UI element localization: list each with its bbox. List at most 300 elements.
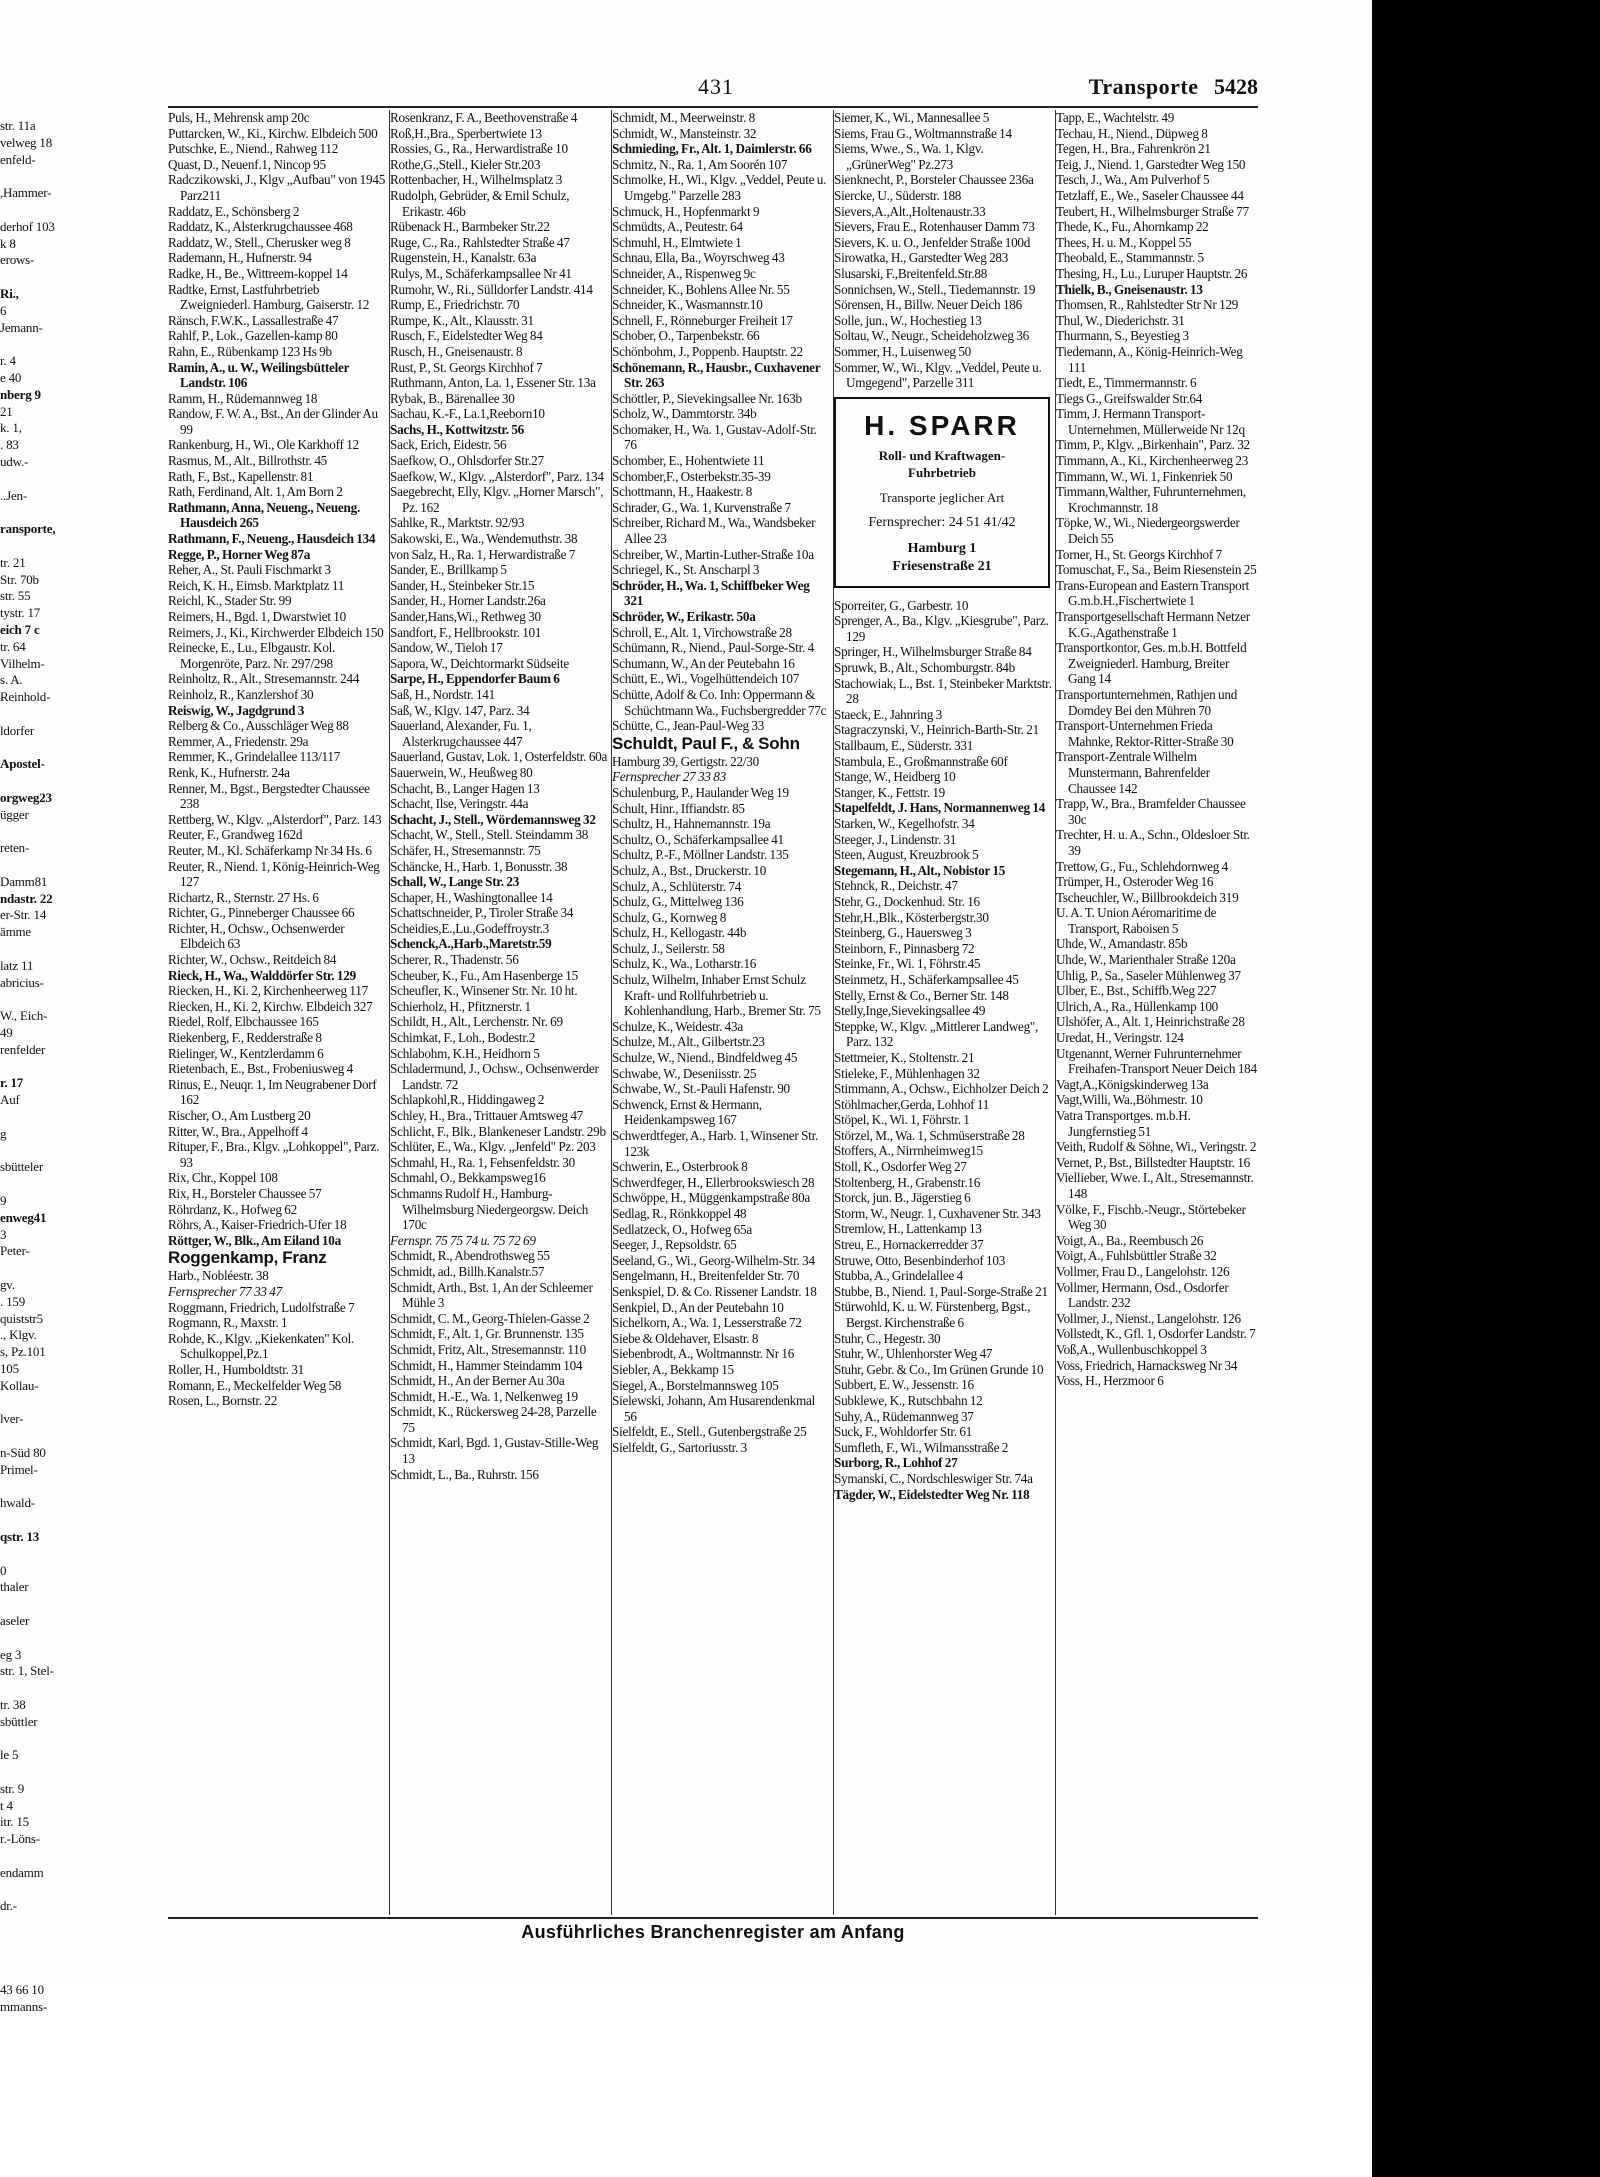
listing-entry: Rohde, K., Klgv. „Kiekenkaten" Kol. Schulkoppel,Pz.1: [168, 1330, 355, 1362]
footer-rule: [168, 1917, 1258, 1919]
listing-entry: Schneider, K., Bohlens Allee Nr. 55: [612, 281, 790, 297]
listing-entry: Sack, Erich, Eidestr. 56: [390, 437, 507, 453]
listing-entry: Storm, W., Neugr. 1, Cuxhavener Str. 343: [834, 1205, 1041, 1221]
listing-entry: Thul, W., Diederichstr. 31: [1056, 312, 1185, 328]
previous-page-line: k 8: [0, 235, 16, 251]
previous-page-line: ransporte,: [0, 521, 56, 537]
listing-entry: Schnau, Ella, Ba., Woyrschweg 43: [612, 250, 785, 266]
listing-entry: Sander,Hans,Wi., Rethweg 30: [390, 609, 541, 624]
listing-entry: Uhlig, P., Sa., Saseler Mühlenweg 37: [1056, 967, 1241, 983]
listing-entry: Scholz, W., Dammtorstr. 34b: [612, 406, 757, 422]
previous-page-line: [0, 1680, 78, 1697]
ad-city: Hamburg 1: [907, 540, 977, 556]
previous-page-line: endamm: [0, 1864, 44, 1880]
listing-entry: Reimers, J., Ki., Kirchwerder Elbdeich 150: [168, 624, 384, 640]
listing-entry: Reiswig, W., Jagdgrund 3: [168, 702, 305, 718]
listing-entry: Sander, E., Brillkamp 5: [390, 562, 507, 578]
listing-entry: Voss, H., Herzmoor 6: [1056, 1373, 1164, 1389]
previous-page-line: [0, 1512, 78, 1529]
previous-page-line: r.-Löns-: [0, 1831, 40, 1847]
listing-entry: Fernspr. 75 75 74 u. 75 72 69: [390, 1232, 536, 1248]
listing-entry: Schnell, F., Rönneburger Freiheit 17: [612, 312, 793, 328]
listing-entry: Stürwohld, K. u. W. Fürstenberg, Bgst., Bergst. Kirchenstraße 6: [834, 1299, 1031, 1330]
listing-entry: Schöttler, P., Sievekingsallee Nr. 163b: [612, 390, 802, 406]
listing-entry: Theobald, E., Stammannstr. 5: [1056, 250, 1204, 266]
listing-entry: Tapp, E., Wachtelstr. 49: [1056, 110, 1175, 125]
previous-page-line: [0, 1109, 78, 1126]
previous-page-line: [0, 773, 78, 790]
listing-entry: Schulze, M., Alt., Gilbertstr.23: [612, 1034, 765, 1050]
listing-entry: Schuldt, Paul F., & Sohn: [612, 733, 800, 753]
listing-entry: Schmieding, Fr., Alt. 1, Daimlerstr. 66: [612, 141, 812, 157]
listing-entry: Saegebrecht, Elly, Klgv. „Horner Marsch", Pz. 162: [390, 484, 604, 515]
listing-entry: Sporreiter, G., Garbestr. 10: [834, 597, 969, 613]
listing-entry: Schmidt, H.-E., Wa. 1, Nelkenweg 19: [390, 1388, 578, 1404]
previous-page-line: [0, 1428, 78, 1445]
previous-page-line: mmanns-: [0, 1999, 47, 2015]
listing-entry: Rielinger, W., Kentzlerdamm 6: [168, 1045, 324, 1061]
column-4-top: [834, 110, 1052, 391]
listing-entry: Rump, E., Friedrichstr. 70: [390, 297, 520, 313]
listing-entry: Schlabohm, K.H., Heidhorn 5: [390, 1045, 540, 1061]
listing-entry: Techau, H., Niend., Düpweg 8: [1056, 125, 1208, 141]
listing-entry: Stremlow, H., Lattenkamp 13: [834, 1221, 982, 1237]
listing-entry: Schladermund, J., Ochsw., Ochsenwerder Landstr. 72: [390, 1061, 599, 1092]
listing-entry: Schulz, J., Seilerstr. 58: [612, 940, 725, 956]
listing-entry: Stelly, Ernst & Co., Berner Str. 148: [834, 987, 1009, 1003]
previous-page-line: [0, 1479, 78, 1496]
listing-entry: Rituper, F., Bra., Klgv. „Lohkoppel", Parz. 93: [168, 1139, 380, 1170]
listing-entry: Radke, H., Be., Wittreem-koppel 14: [168, 265, 348, 281]
listing-entry: Stelly,Inge,Sievekingsallee 49: [834, 1003, 986, 1019]
listing-entry: Schreiber, Richard M., Wa., Wandsbeker Allee 23: [612, 515, 816, 547]
listing-entry: Stettmeier, K., Stoltenstr. 21: [834, 1049, 975, 1065]
listing-entry: Schildt, H., Alt., Lerchenstr. Nr. 69: [390, 1014, 563, 1030]
listing-entry: Siebenbrodt, A., Woltmannstr. Nr 16: [612, 1346, 795, 1362]
previous-page-line: 49: [0, 1025, 13, 1041]
section-title: Transporte: [1088, 74, 1199, 99]
listing-entry: Springer, H., Wilhelmsburger Straße 84: [834, 644, 1032, 660]
listing-entry: Senkspiel, D. & Co. Rissener Landstr. 18: [612, 1283, 817, 1299]
listing-entry: Siebe & Oldehaver, Elsastr. 8: [612, 1330, 759, 1346]
listing-entry: Uredat, H., Veringstr. 124: [1056, 1030, 1184, 1046]
previous-page-line: [0, 823, 78, 840]
previous-page-line: [0, 1764, 78, 1781]
previous-page-line: [0, 1596, 78, 1613]
previous-page-line: tr. 64: [0, 638, 26, 654]
listing-entry: Siems, Wwe., S., Wa. 1, Klgv. „GrünerWeg" Pz.273: [834, 141, 984, 172]
listing-entry: Schacht, W., Stell., Stell. Steindamm 38: [390, 827, 589, 843]
listing-entry: Stubba, A., Grindelallee 4: [834, 1268, 963, 1284]
listing-entry: Schroll, E., Alt. 1, Virchowstraße 28: [612, 624, 792, 640]
previous-page-line: nberg 9: [0, 386, 41, 402]
listing-entry: Remmer, A., Friedenstr. 29a: [168, 733, 309, 749]
listing-entry: Schulenburg, P., Haulander Weg 19: [612, 784, 789, 800]
previous-page-line: [0, 1143, 78, 1160]
previous-page-line: [0, 504, 78, 521]
previous-page-line: 43 66 10: [0, 1982, 44, 1998]
previous-page-line: thaler: [0, 1579, 29, 1595]
previous-page-line: itr. 15: [0, 1814, 29, 1830]
previous-page-line: 3: [0, 1226, 7, 1242]
previous-page-line: [0, 1630, 78, 1647]
listing-entry: Rettberg, W., Klgv. „Alsterdorf", Parz. 143: [168, 811, 382, 827]
listing-entry: Voss, Friedrich, Harnacksweg Nr 34: [1056, 1357, 1238, 1373]
listing-entry: Sichelkorn, A., Wa. 1, Lesserstraße 72: [612, 1315, 802, 1331]
previous-page-line: aseler: [0, 1612, 30, 1628]
listing-entry: Reuter, R., Niend. 1, König-Heinrich-Weg 127: [168, 858, 380, 890]
listing-entry: Völke, F., Fischb.-Neugr., Störtebeker Weg 30: [1056, 1201, 1246, 1233]
listing-entry: Rugenstein, H., Kanalstr. 63a: [390, 250, 537, 266]
listing-entry: Reinecke, E., Lu., Elbgaustr. Kol. Morgenröte, Parz. Nr. 297/298: [168, 640, 336, 671]
previous-page-line: Reinhold-: [0, 689, 51, 705]
listing-entry: Schumann, W., An der Peutebahn 16: [612, 655, 795, 671]
listing-entry: Schlapkohl,R., Hiddingaweg 2: [390, 1092, 545, 1108]
previous-page-line: ,Hammer-: [0, 185, 52, 201]
listing-entry: Rust, P., St. Georgs Kirchhof 7: [390, 359, 543, 375]
listing-entry: Seeger, J., Repsoldstr. 65: [612, 1237, 737, 1253]
listing-entry: Stoffers, A., Nirrnheimweg15: [834, 1143, 983, 1159]
listing-entry: Stoll, K., Osdorfer Weg 27: [834, 1159, 967, 1175]
listing-entry: Steinmetz, H., Schäferkampsallee 45: [834, 971, 1019, 987]
listing-entry: Schacht, J., Stell., Wördemannsweg 32: [390, 811, 596, 827]
listing-entry: Ramin, A., u. W., Weilingsbütteler Landstr. 106: [168, 359, 349, 391]
listing-entry: Trettow, G., Fu., Schlehdornweg 4: [1056, 858, 1228, 874]
listing-entry: Relberg & Co., Ausschläger Weg 88: [168, 718, 349, 734]
listing-entry: von Salz, H., Ra. 1, Herwardistraße 7: [390, 546, 576, 562]
listing-entry: Tägder, W., Eidelstedter Weg Nr. 118: [834, 1486, 1030, 1502]
listing-entry: Schmidt, L., Ba., Ruhrstr. 156: [390, 1466, 539, 1482]
listing-entry: Schümann, R., Niend., Paul-Sorge-Str. 4: [612, 640, 814, 656]
listing-entry: Schulz, A., Schlüterstr. 74: [612, 878, 742, 894]
listing-columns: [168, 110, 1258, 1915]
listing-entry: Schmidt, R., Abendrothsweg 55: [390, 1248, 550, 1264]
listing-entry: Hamburg 39, Gertigstr. 22/30: [612, 753, 759, 769]
listing-entry: Schneider, K., Wasmannstr.10: [612, 297, 763, 313]
listing-entry: Sommer, H., Luisenweg 50: [834, 343, 972, 359]
listing-entry: Schenck,A.,Harb.,Maretstr.59: [390, 936, 552, 952]
previous-page-line: [0, 1546, 78, 1563]
listing-entry: Sauerland, Gustav, Lok. 1, Osterfeldstr. 60a: [390, 749, 608, 765]
listing-entry: Schacht, Ilse, Veringstr. 44a: [390, 796, 529, 812]
previous-page-line: [0, 1395, 78, 1412]
listing-entry: Stuhr, W., Uhlenhorster Weg 47: [834, 1346, 993, 1362]
previous-page-line: [0, 1932, 78, 1949]
listing-entry: Richter, G., Pinneberger Chaussee 66: [168, 905, 355, 921]
listing-entry: Stehr, G., Dockenhud. Str. 16: [834, 893, 980, 909]
listing-entry: Timmann,Walther, Fuhrunternehmen, Krochmannstr. 18: [1056, 484, 1246, 515]
listing-entry: Suck, F., Wohldorfer Str. 61: [834, 1424, 973, 1440]
listing-entry: Timmann, W., Wi. 1, Finkenriek 50: [1056, 468, 1233, 484]
listing-entry: Töpke, W., Wi., Niedergeorgswerder Deich 55: [1056, 515, 1240, 547]
listing-entry: Vollmer, Hermann, Osd., Osdorfer Landstr. 232: [1056, 1279, 1229, 1311]
listing-entry: Schmidt, H., Hammer Steindamm 104: [390, 1357, 583, 1373]
listing-entry: Putschke, E., Niend., Rahweg 112: [168, 141, 339, 157]
listing-entry: Sonnichsen, W., Stell., Tiedemannstr. 19: [834, 281, 1036, 297]
listing-entry: Schmahl, H., Ra. 1, Fehsenfeldstr. 30: [390, 1154, 575, 1170]
previous-page-line: str. 9: [0, 1780, 25, 1796]
listing-entry: Schulz, G., Mittelweg 136: [612, 894, 744, 910]
previous-page-line: [0, 1731, 78, 1748]
listing-entry: Schütte, Adolf & Co. Inh: Oppermann & Schüchtmann Wa., Fuchsbergredder 77c: [612, 686, 827, 718]
previous-page-line: t 4: [0, 1797, 13, 1813]
listing-entry: Ritter, W., Bra., Appelhoff 4: [168, 1123, 308, 1139]
previous-page-line: le 5: [0, 1747, 19, 1763]
listing-entry: Rix, H., Borsteler Chaussee 57: [168, 1185, 322, 1201]
listing-entry: Schultz, H., Hahnemannstr. 19a: [612, 816, 771, 832]
listing-entry: Schriegel, K., St. Anscharpl 3: [612, 562, 760, 578]
listing-entry: Voigt, A., Ba., Reembusch 26: [1056, 1232, 1204, 1248]
listing-entry: Sander, H., Horner Landstr.26a: [390, 593, 546, 609]
listing-entry: Schulz, H., Kellogastr. 44b: [612, 925, 747, 941]
listing-entry: Schröder, W., Erikastr. 50a: [612, 609, 756, 624]
listing-entry: Reher, A., St. Pauli Fischmarkt 3: [168, 562, 331, 578]
listing-entry: Schimkat, F., Loh., Bodestr.2: [390, 1030, 536, 1046]
listing-entry: Schomber,F., Osterbekstr.35-39: [612, 468, 771, 484]
listing-entry: Scheuber, K., Fu., Am Hasenberge 15: [390, 967, 578, 983]
previous-page-line: reten-: [0, 840, 30, 856]
listing-entry: Reinholtz, R., Alt., Stresemannstr. 244: [168, 671, 360, 687]
previous-page-line: Vilhelm-: [0, 655, 45, 671]
listing-entry: Rosenkranz, F. A., Beethovenstraße 4: [390, 110, 578, 125]
previous-page-line: [0, 706, 78, 723]
listing-entry: Sandow, W., Tieloh 17: [390, 640, 503, 656]
previous-page-line: tr. 38: [0, 1696, 26, 1712]
previous-page-line: enweg41: [0, 1209, 47, 1225]
listing-entry: Uhde, W., Marienthaler Straße 120a: [1056, 952, 1236, 968]
listing-entry: Schlicht, F., Blk., Blankeneser Landstr. 29b: [390, 1123, 606, 1139]
listing-entry: Ramm, H., Rüdemannweg 18: [168, 390, 318, 406]
previous-page-line: [0, 857, 78, 874]
listing-entry: Torner, H., St. Georgs Kirchhof 7: [1056, 546, 1222, 562]
listing-entry: Schwabe, W., St.-Pauli Hafenstr. 90: [612, 1081, 790, 1097]
listing-entry: Röhrs, A., Kaiser-Friedrich-Ufer 18: [168, 1217, 347, 1233]
listing-entry: Thomsen, R., Rahlstedter Str Nr 129: [1056, 297, 1239, 313]
listing-entry: Schönemann, R., Hausbr., Cuxhavener Str. 263: [612, 359, 821, 391]
previous-page-line: Str. 70b: [0, 571, 39, 587]
listing-entry: Schmidt, K., Rückersweg 24-28, Parzelle 75: [390, 1404, 597, 1435]
previous-page-line: quiststr5: [0, 1310, 43, 1326]
listing-entry: Thesing, H., Lu., Luruper Hauptstr. 26: [1056, 265, 1248, 281]
listing-entry: Ulrich, A., Ra., Hüllenkamp 100: [1056, 998, 1219, 1014]
listing-entry: Sakowski, E., Wa., Wendemuthstr. 38: [390, 531, 578, 547]
listing-entry: Seeland, G., Wi., Georg-Wilhelm-Str. 34: [612, 1252, 815, 1268]
listing-entry: Riecken, H., Ki. 2, Kirchenheerweg 117: [168, 983, 368, 999]
listing-entry: Tscheuchler, W., Billbrookdeich 319: [1056, 889, 1239, 905]
previous-page-line: s, Pz.101: [0, 1344, 46, 1360]
listing-entry: Stange, W., Heidberg 10: [834, 769, 956, 785]
listing-entry: Roß,H.,Bra., Sperbertwiete 13: [390, 125, 542, 141]
listing-entry: Stubbe, B., Niend. 1, Paul-Sorge-Straße 21: [834, 1283, 1048, 1299]
listing-entry: Schmidt, M., Meerweinstr. 8: [612, 110, 756, 125]
listing-entry: Störzel, M., Wa. 1, Schmüserstraße 28: [834, 1127, 1025, 1143]
listing-entry: Sielfeldt, G., Sartoriusstr. 3: [612, 1439, 747, 1455]
listing-entry: Teubert, H., Wilhelmsburger Straße 77: [1056, 203, 1249, 219]
previous-page-line: hwald-: [0, 1495, 35, 1511]
listing-entry: Siems, Frau G., Woltmannstraße 14: [834, 125, 1012, 141]
listing-entry: Steinborn, F., Pinnasberg 72: [834, 940, 975, 956]
previous-page-line: r. 17: [0, 1075, 24, 1091]
listing-entry: Schwerdtfeger, A., Harb. 1, Winsener Str. 123k: [612, 1128, 819, 1159]
listing-entry: Subklewe, K., Rutschbahn 12: [834, 1392, 983, 1408]
previous-page-line: eich 7 c: [0, 621, 40, 637]
listing-entry: Scherer, R., Thadenstr. 56: [390, 952, 519, 968]
listing-entry: Scheidies,E.,Lu.,Godeffroystr.3: [390, 920, 550, 936]
listing-entry: Schmitz, N., Ra. 1, Am Soorén 107: [612, 156, 788, 172]
column-2: [390, 110, 608, 1915]
previous-page-line: 6: [0, 302, 7, 318]
listing-entry: Steinke, Fr., Wi. 1, Föhrstr.45: [834, 956, 981, 972]
previous-page-line: erows-: [0, 252, 35, 268]
listing-entry: Sprenger, A., Ba., Klgv. „Kiesgrube", Parz. 129: [834, 613, 1049, 644]
listing-entry: Schwabe, W., Deseniisstr. 25: [612, 1065, 757, 1081]
previous-page-line: [0, 1176, 78, 1193]
listing-entry: Sedlatzeck, O., Hofweg 65a: [612, 1221, 752, 1237]
listing-entry: Sapora, W., Deichtormarkt Südseite: [390, 655, 569, 671]
listing-entry: Schneider, A., Rispenweg 9c: [612, 265, 756, 281]
listing-entry: Transportgesellschaft Hermann Netzer K.G.,Agathenstraße 1: [1056, 609, 1250, 640]
listing-entry: Schmüdts, A., Peutestr. 64: [612, 219, 743, 235]
listing-entry: Sörensen, H., Billw. Neuer Deich 186: [834, 297, 1022, 313]
listing-entry: Schulze, K., Weidestr. 43a: [612, 1018, 743, 1034]
listing-entry: Schmolke, H., Wi., Klgv. „Veddel, Peute u. Umgebg." Parzelle 283: [612, 172, 827, 203]
listing-entry: Rath, F., Bst., Kapellenstr. 81: [168, 468, 314, 484]
previous-page-line: [0, 991, 78, 1008]
listing-entry: Rumpe, K., Alt., Klausstr. 31: [390, 312, 534, 328]
listing-entry: Schulz, K., Wa., Lotharstr.16: [612, 956, 757, 972]
listing-entry: Renner, M., Bgst., Bergstedter Chaussee 238: [168, 780, 370, 812]
listing-entry: Sarpe, H., Eppendorfer Baum 6: [390, 671, 560, 687]
listing-entry: Harb., Nobléestr. 38: [168, 1268, 269, 1284]
previous-page-line: gv.: [0, 1276, 15, 1292]
listing-entry: Transportunternehmen, Rathjen und Domdey Bei den Mühren 70: [1056, 686, 1238, 718]
listing-entry: Steinberg, G., Hauersweg 3: [834, 925, 972, 941]
listing-entry: Sievers,A.,Alt.,Holtenaustr.33: [834, 203, 986, 219]
listing-entry: Schmidt, Fritz, Alt., Stresemannstr. 110: [390, 1341, 586, 1357]
listing-entry: Streu, E., Hornackerredder 37: [834, 1237, 984, 1253]
listing-entry: Stuhr, C., Hegestr. 30: [834, 1330, 941, 1346]
listing-entry: Rinus, E., Neuqr. 1, Im Neugrabener Dorf 162: [168, 1076, 377, 1108]
previous-page-line: r. 4: [0, 353, 16, 369]
listing-entry: Rietenbach, E., Bst., Frobeniusweg 4: [168, 1061, 353, 1077]
listing-entry: Thielk, B., Gneisenaustr. 13: [1056, 281, 1203, 297]
column-1: [168, 110, 386, 1915]
listing-entry: Rusch, H., Gneisenaustr. 8: [390, 343, 523, 359]
previous-page-line: enfeld-: [0, 151, 36, 167]
listing-entry: Sahlke, R., Marktstr. 92/93: [390, 515, 525, 531]
page-header: [168, 74, 1258, 104]
listing-entry: Steeger, J., Lindenstr. 31: [834, 831, 957, 847]
previous-page-line: 0: [0, 1562, 7, 1578]
listing-entry: Sievers, Frau E., Rotenhauser Damm 73: [834, 219, 1035, 235]
listing-entry: Rudolph, Gebrüder, & Emil Schulz, Erikastr. 46b: [390, 187, 570, 219]
listing-entry: Schomber, E., Hohentwiete 11: [612, 453, 765, 469]
listing-entry: Röttger, W., Blk., Am Eiland 10a: [168, 1232, 341, 1248]
previous-page-line: [0, 1848, 78, 1865]
listing-entry: Roggenkamp, Franz: [168, 1248, 327, 1268]
listing-entry: Tiedemann, A., König-Heinrich-Weg 111: [1056, 343, 1243, 375]
ad-subtitle-2: Fuhrbetrieb: [908, 464, 976, 480]
previous-page-line: Apostel-: [0, 756, 45, 772]
listing-entry: Stimmann, A., Ochsw., Eichholzer Deich 2: [834, 1081, 1049, 1097]
listing-entry: Schütte, C., Jean-Paul-Weg 33: [612, 718, 765, 734]
listing-entry: Saefkow, W., Klgv. „Alsterdorf", Parz. 134: [390, 468, 604, 484]
previous-page-line: Primel-: [0, 1461, 38, 1477]
listing-entry: Rogmann, R., Maxstr. 1: [168, 1315, 288, 1331]
listing-entry: Stambula, E., Großmannstraße 60f: [834, 753, 1008, 769]
listing-entry: Staeck, E., Jahnring 3: [834, 706, 942, 722]
listing-entry: Rosen, L., Bornstr. 22: [168, 1393, 278, 1409]
listing-entry: Sievers, K. u. O., Jenfelder Straße 100d: [834, 234, 1031, 250]
previous-page-line: [0, 1882, 78, 1899]
listing-entry: Schwenck, Ernst & Hermann, Heidenkampsweg 167: [612, 1096, 762, 1128]
listing-entry: Richter, H., Ochsw., Ochsenwerder Elbdeich 63: [168, 920, 345, 952]
listing-entry: Stachowiak, L., Bst. 1, Steinbeker Marktstr. 28: [834, 675, 1052, 707]
previous-page-line: Peter-: [0, 1243, 30, 1259]
listing-entry: Schröder, H., Wa. 1, Schiffbeker Weg 321: [612, 577, 810, 609]
listing-entry: Schmidt, ad., Billh.Kanalstr.57: [390, 1263, 545, 1279]
previous-page-line: latz 11: [0, 957, 34, 973]
listing-entry: Vollmer, Frau D., Langelohstr. 126: [1056, 1263, 1230, 1279]
listing-entry: Vagt,A.,Königskinderweg 13a: [1056, 1076, 1209, 1092]
listing-entry: Schultz, O., Schäferkampsallee 41: [612, 831, 784, 847]
listing-entry: Richter, W., Ochsw., Reitdeich 84: [168, 952, 337, 968]
header-rule: [168, 106, 1258, 108]
listing-entry: Schönbohm, J., Poppenb. Hauptstr. 22: [612, 343, 803, 359]
listing-entry: Suhy, A., Rüdemannweg 37: [834, 1408, 974, 1424]
previous-page-line: 9: [0, 1193, 7, 1208]
previous-page-line: ., Klgv.: [0, 1327, 37, 1343]
previous-page-line: n-Süd 80: [0, 1444, 46, 1460]
scan-margin-bottom: [0, 1978, 1372, 2177]
listing-entry: Reichl, K., Stader Str. 99: [168, 593, 292, 609]
listing-entry: Sachau, K.-F., La.1,Reeborn10: [390, 406, 545, 422]
listing-entry: Schacht, B., Langer Hagen 13: [390, 780, 540, 796]
listing-entry: Stöpel, K., Wi. 1, Föhrstr. 1: [834, 1112, 970, 1128]
listing-entry: Transportkontor, Ges. m.b.H. Bottfeld Zweigniederl. Hamburg, Breiter Gang 14: [1056, 640, 1247, 687]
listing-entry: Thurmann, S., Beyestieg 3: [1056, 328, 1189, 344]
listing-entry: Rathmann, F., Neueng., Hausdeich 134: [168, 531, 376, 547]
previous-page-line: eg 3: [0, 1646, 22, 1662]
section-code: 5428: [1214, 74, 1258, 99]
previous-page-line: [0, 471, 78, 488]
listing-entry: Stegemann, H., Alt., Nobistor 15: [834, 862, 1006, 878]
previous-page-line: k. 1,: [0, 420, 22, 436]
previous-page-line: g: [0, 1125, 7, 1141]
listing-entry: Soltau, W., Neugr., Scheideholzweg 36: [834, 328, 1029, 344]
listing-entry: Quast, D., Neuenf.1, Nincop 95: [168, 156, 326, 172]
previous-page-line: [0, 168, 78, 185]
listing-entry: Rix, Chr., Koppel 108: [168, 1170, 278, 1186]
listing-entry: Tiedt, E., Timmermannstr. 6: [1056, 375, 1197, 391]
section-heading: [1089, 74, 1258, 100]
listing-entry: Schultz, P.-F., Möllner Landstr. 135: [612, 847, 789, 863]
listing-entry: Thede, K., Fu., Ahornkamp 22: [1056, 219, 1209, 235]
listing-entry: Vagt,Willi, Wa.,Böhmestr. 10: [1056, 1092, 1203, 1108]
listing-entry: Veith, Rudolf & Söhne, Wi., Veringstr. 2: [1056, 1139, 1257, 1155]
listing-entry: Schäfer, H., Stresemannstr. 75: [390, 842, 541, 858]
listing-entry: Rasmus, M., Alt., Billrothstr. 45: [168, 453, 328, 469]
advertisement-box: [834, 397, 1050, 588]
previous-page-line: [0, 739, 78, 756]
listing-entry: Romann, E., Meckelfelder Weg 58: [168, 1377, 342, 1393]
listing-entry: Sielfeldt, E., Stell., Gutenbergstraße 25: [612, 1424, 807, 1440]
previous-page-line: [0, 941, 78, 958]
listing-entry: Schmanns Rudolf H., Hamburg-Wilhelmsburg Niedergeorgsw. Deich 170c: [390, 1185, 589, 1233]
listing-entry: Ulshöfer, A., Alt. 1, Heinrichstraße 28: [1056, 1014, 1245, 1030]
listing-entry: Voigt, A., Fuhlsbüttler Straße 32: [1056, 1248, 1217, 1264]
listing-entry: Utgenannt, Werner Fuhrunternehmer Freihafen-Transport Neuer Deich 184: [1056, 1045, 1257, 1077]
